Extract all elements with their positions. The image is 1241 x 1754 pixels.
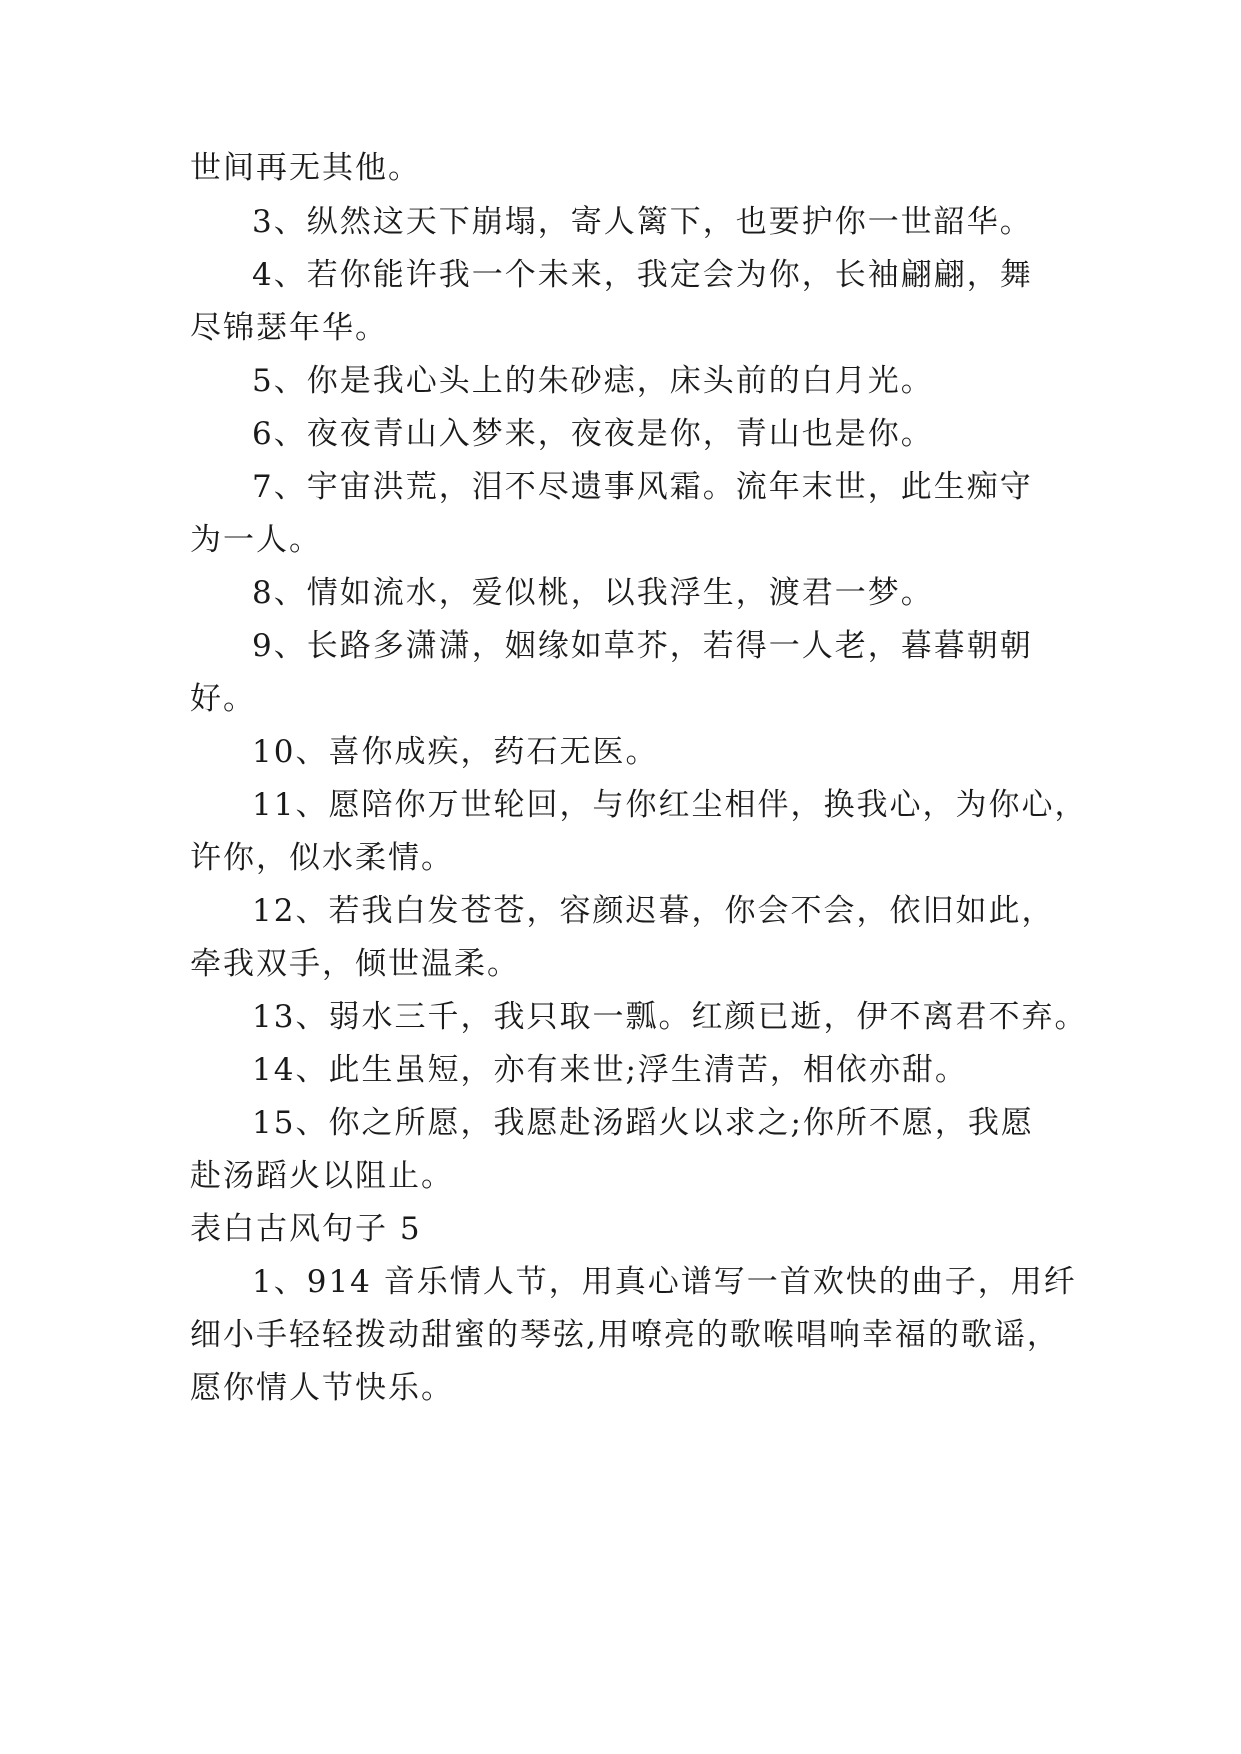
text-line: 10、喜你成疾，药石无医。: [252, 734, 659, 770]
text-line: 为一人。: [190, 522, 322, 558]
text-line: 细小手轻轻拨动甜蜜的琴弦,用嘹亮的歌喉唱响幸福的歌谣，: [190, 1317, 1060, 1353]
text-line: 15、你之所愿，我愿赴汤蹈火以求之;你所不愿，我愿: [252, 1105, 1034, 1141]
text-line: 牵我双手，倾世温柔。: [190, 946, 520, 982]
text-line: 14、此生虽短，亦有来世;浮生清苦，相依亦甜。: [252, 1052, 968, 1088]
text-line: 12、若我白发苍苍，容颜迟暮，你会不会，依旧如此，: [252, 893, 1055, 929]
text-line: 好。: [190, 681, 256, 717]
text-line: 尽锦瑟年华。: [190, 310, 388, 346]
text-line: 愿你情人节快乐。: [190, 1370, 454, 1406]
text-line: 9、长路多潇潇，姻缘如草芥，若得一人老，暮暮朝朝: [252, 628, 1033, 664]
text-line: 13、弱水三千，我只取一瓢。红颜已逝，伊不离君不弃。: [252, 999, 1088, 1035]
text-line: 11、愿陪你万世轮回，与你红尘相伴，换我心，为你心，: [252, 787, 1088, 823]
text-line: 许你，似水柔情。: [190, 840, 454, 876]
text-line: 3、纵然这天下崩塌，寄人篱下，也要护你一世韶华。: [252, 204, 1033, 240]
section-heading: 表白古风句子 5: [190, 1211, 422, 1247]
text-line: 6、夜夜青山入梦来，夜夜是你，青山也是你。: [252, 416, 934, 452]
text-line: 8、情如流水，爱似桃，以我浮生，渡君一梦。: [252, 575, 934, 611]
text-line: 7、宇宙洪荒，泪不尽遗事风霜。流年末世，此生痴守: [252, 469, 1033, 505]
text-line: 赴汤蹈火以阻止。: [190, 1158, 454, 1194]
text-line: 4、若你能许我一个未来，我定会为你，长袖翩翩，舞: [252, 257, 1033, 293]
text-line: 世间再无其他。: [190, 150, 421, 186]
text-line: 1、914 音乐情人节，用真心谱写一首欢快的曲子，用纤: [252, 1264, 1077, 1300]
text-line: 5、你是我心头上的朱砂痣，床头前的白月光。: [252, 363, 934, 399]
